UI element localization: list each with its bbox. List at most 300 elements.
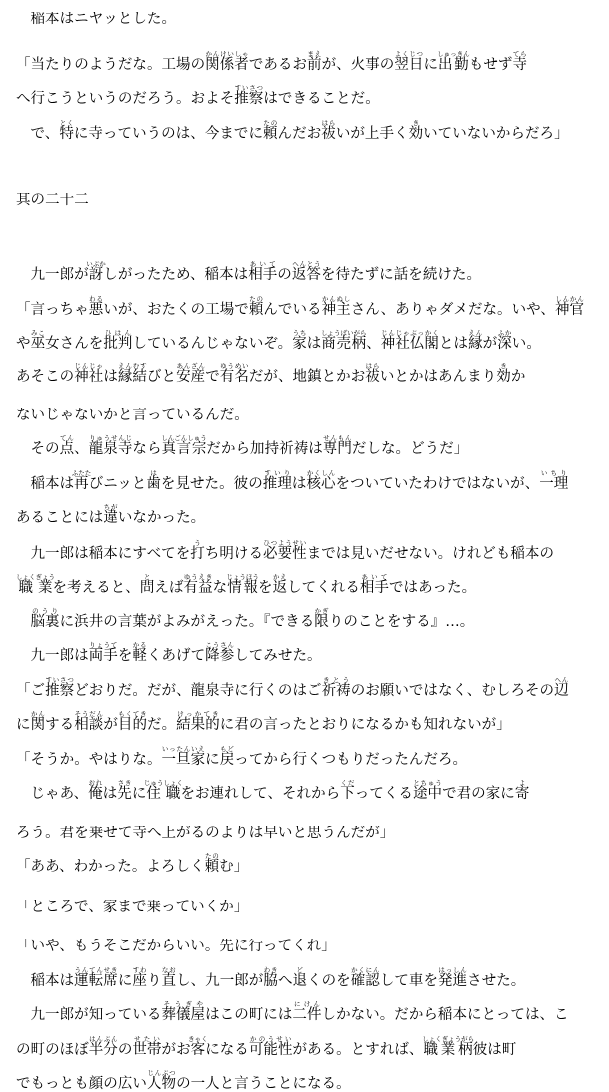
- ruby-word: [359, 573, 389, 596]
- ruby-base: 返答: [291, 266, 321, 282]
- text-run: 「言っちゃ: [16, 302, 89, 318]
- ruby-word: [88, 641, 118, 664]
- text-run: 稲本は: [30, 972, 75, 988]
- ruby-word: [321, 295, 351, 318]
- ruby-base: 批判: [103, 335, 133, 351]
- text-run: 、: [366, 335, 381, 351]
- ruby-word: [74, 965, 118, 989]
- furigana: じゅうしょく: [143, 779, 183, 787]
- ruby-word: [437, 49, 470, 73]
- text-run: 九一郎が知っている: [30, 1007, 162, 1023]
- text-run: さん、ありゃダメだな。いや、: [350, 302, 555, 318]
- ruby-word: [219, 362, 249, 385]
- text-line: [16, 119, 601, 142]
- ruby-word: [262, 468, 292, 492]
- text-run: で、: [30, 125, 60, 141]
- text-run: のお願いではなく、むしろその: [350, 682, 555, 698]
- furigana: にけん: [292, 1000, 322, 1008]
- ruby-word: [161, 965, 177, 989]
- furigana: かくにん: [350, 965, 380, 974]
- furigana: ふか: [497, 328, 512, 337]
- text-run: くのを: [307, 972, 351, 988]
- ruby-base: 寺: [512, 56, 528, 72]
- text-run: に: [16, 717, 31, 733]
- ruby-base: 確認: [350, 972, 380, 988]
- ruby-word: [176, 362, 206, 385]
- text-run: は: [103, 369, 118, 385]
- ruby-word: [143, 779, 183, 802]
- ruby-base: 頼: [204, 859, 220, 875]
- furigana: しょくぎょう: [16, 573, 55, 581]
- text-run: をついていたわけではないが、: [335, 475, 540, 491]
- ruby-word: [496, 362, 511, 385]
- ruby-word: [59, 434, 75, 457]
- text-run: を待たずに話を続けた。: [320, 266, 482, 282]
- text-run: くあげて: [146, 648, 206, 664]
- text-run: がある。とすれば、: [292, 1041, 424, 1057]
- ruby-word: [412, 779, 443, 802]
- furigana: よ: [514, 779, 530, 787]
- ruby-word: [161, 1000, 206, 1023]
- text-run: 、: [74, 441, 89, 457]
- ruby-base: 情報: [226, 580, 259, 596]
- text-run: や: [16, 335, 31, 351]
- text-run: い。: [511, 335, 541, 351]
- furigana: さき: [117, 779, 132, 787]
- ruby-word: [307, 49, 322, 73]
- furigana: ど: [292, 965, 308, 974]
- furigana: かんけいしゃ: [205, 49, 249, 58]
- text-run: する: [45, 717, 75, 733]
- ruby-base: 相手: [359, 580, 389, 596]
- text-run: に: [117, 972, 133, 988]
- furigana: てら: [512, 49, 528, 58]
- furigana: もど: [219, 744, 235, 753]
- ruby-base: 縁: [468, 335, 483, 351]
- furigana: かえ: [272, 573, 288, 581]
- text-run: を: [258, 580, 273, 596]
- text-line: [16, 676, 601, 699]
- text-run: の: [117, 1041, 133, 1057]
- text-run: 九一郎は稲本にすべてを: [30, 545, 191, 561]
- ruby-word: [514, 779, 530, 802]
- ruby-base: 相手: [248, 266, 278, 282]
- ruby-base: 真言宗: [161, 441, 207, 457]
- ruby-base: 深: [497, 335, 512, 351]
- ruby-base: 推察: [234, 91, 264, 107]
- ruby-base: 祓: [365, 369, 380, 385]
- furigana: いったん: [161, 744, 191, 753]
- ruby-word: [190, 744, 206, 768]
- ruby-word: [30, 328, 46, 352]
- ruby-base: 出勤: [437, 56, 470, 72]
- furigana: てん: [59, 434, 75, 442]
- ruby-word: [45, 675, 75, 699]
- furigana: あいて: [248, 259, 278, 268]
- text-run: り: [146, 972, 162, 988]
- text-run: させた。: [467, 972, 526, 988]
- ruby-word: [103, 328, 133, 352]
- ruby-word: [132, 1034, 162, 1058]
- text-line: [16, 260, 601, 283]
- text-run: だしな。どうだ」: [351, 441, 469, 457]
- ruby-word: [103, 503, 118, 526]
- text-run: しかない。だから稲本にとっては、こ: [321, 1007, 569, 1023]
- furigana: かのうせい: [248, 1034, 293, 1043]
- text-run: を: [117, 648, 133, 664]
- text-run: になる: [205, 1041, 249, 1057]
- text-line: [16, 710, 601, 733]
- ruby-base: 一理: [539, 475, 569, 491]
- ruby-base: 再: [71, 475, 92, 491]
- furigana: かくしん: [306, 468, 336, 477]
- ruby-word: [512, 49, 528, 73]
- furigana: せたい: [132, 1034, 162, 1043]
- ruby-base: 祓: [321, 125, 336, 141]
- ruby-base: 脳裏: [30, 613, 60, 629]
- text-run: へ: [277, 972, 293, 988]
- ruby-base: 打: [190, 545, 205, 561]
- text-line: [16, 607, 601, 630]
- ruby-word: [263, 965, 278, 989]
- furigana: じょうほう: [226, 573, 259, 581]
- furigana: そうだん: [74, 710, 104, 718]
- ruby-base: 核心: [306, 475, 336, 491]
- furigana: は: [146, 468, 161, 477]
- ruby-base: 戻: [219, 751, 235, 767]
- ruby-base: 歯: [146, 475, 161, 491]
- furigana: たの: [263, 118, 278, 127]
- text-run: な: [212, 580, 228, 596]
- text-line: [16, 641, 601, 664]
- ruby-word: [408, 118, 424, 142]
- ruby-word: [554, 675, 569, 699]
- furigana: と: [139, 573, 155, 581]
- text-run: その: [30, 441, 60, 457]
- ruby-base: 翌日: [394, 56, 424, 72]
- text-run: んだお: [277, 125, 322, 141]
- text-line: [16, 1000, 601, 1023]
- text-line: [16, 408, 601, 423]
- furigana: えんむす: [117, 362, 147, 370]
- furigana: いえ: [190, 744, 206, 753]
- furigana: たの: [248, 295, 264, 303]
- furigana: とく: [59, 118, 74, 127]
- ruby-base: 葬儀屋: [161, 1007, 206, 1023]
- text-run: か: [510, 369, 526, 385]
- text-line: [16, 12, 601, 27]
- ruby-base: 両手: [88, 648, 118, 664]
- text-run: 「当たりのようだな。工場の: [16, 56, 206, 72]
- text-run: 女さんを: [45, 335, 104, 351]
- text-line: [16, 852, 601, 875]
- furigana: わる: [88, 295, 104, 303]
- ruby-word: [292, 1000, 322, 1023]
- ruby-word: [497, 328, 512, 352]
- ruby-word: [554, 295, 585, 318]
- ruby-base: 効: [408, 125, 424, 141]
- text-line: [16, 1035, 601, 1058]
- ruby-base: 点: [59, 441, 75, 457]
- ruby-base: 可能性: [248, 1041, 293, 1057]
- ruby-word: [314, 606, 329, 630]
- ruby-base: 結果的: [176, 717, 220, 733]
- ruby-word: [205, 641, 235, 664]
- text-run: し、九一郎が: [176, 972, 264, 988]
- furigana: はんぶん: [88, 1034, 118, 1043]
- text-run: ち明ける: [204, 545, 264, 561]
- ruby-word: [380, 328, 439, 352]
- ruby-base: 相談: [74, 717, 104, 733]
- ruby-word: [132, 965, 147, 989]
- text-run: あることには: [16, 510, 104, 526]
- furigana: まえ: [307, 49, 322, 58]
- ruby-word: [183, 573, 213, 596]
- ruby-base: 有名: [219, 369, 249, 385]
- ruby-base: 半分: [88, 1041, 118, 1057]
- text-run: に: [205, 751, 220, 767]
- furigana: う: [190, 538, 205, 547]
- ruby-word: [86, 259, 106, 283]
- ruby-word: [263, 538, 307, 562]
- furigana: みこ: [30, 328, 46, 337]
- text-run: とは: [438, 335, 469, 351]
- furigana: ちが: [103, 503, 118, 511]
- ruby-word: [422, 1034, 475, 1058]
- text-line: [16, 1069, 601, 1092]
- text-run: はこの町には: [205, 1007, 293, 1023]
- text-run: びと: [146, 369, 177, 385]
- ruby-word: [291, 259, 321, 283]
- text-run: を見せた。彼の: [160, 475, 263, 491]
- ruby-word: [161, 744, 191, 768]
- ruby-base: 先: [117, 786, 132, 802]
- furigana: しょうばいがら: [321, 328, 367, 337]
- text-run: して車を: [379, 972, 439, 988]
- text-run: してくれる: [287, 580, 360, 596]
- ruby-base: 祈祷: [321, 682, 351, 698]
- ruby-word: [190, 538, 205, 562]
- text-run: しがったため、稲本は: [103, 266, 249, 282]
- text-run: いなかった。: [117, 510, 206, 526]
- ruby-word: [248, 295, 264, 318]
- text-run: もせず: [468, 56, 513, 72]
- text-line: [16, 329, 601, 352]
- ruby-word: [30, 606, 60, 630]
- text-run: であるお: [248, 56, 308, 72]
- text-run: で君の家に: [442, 786, 515, 802]
- ruby-base: 途中: [412, 786, 443, 802]
- furigana: き: [496, 362, 511, 370]
- text-line: [16, 966, 601, 989]
- text-run: に浜井の言葉がよみがえった。『できる: [59, 613, 315, 629]
- text-run: いが、おたくの工場で: [103, 302, 249, 318]
- ruby-word: [539, 468, 569, 492]
- furigana: すいさつ: [234, 84, 264, 92]
- ruby-word: [30, 710, 46, 733]
- furigana: すわ: [132, 965, 147, 974]
- text-run: 九一郎が: [30, 266, 89, 282]
- ruby-base: 縁結: [117, 369, 147, 385]
- text-line: [16, 434, 601, 457]
- ruby-base: 二件: [292, 1007, 322, 1023]
- ruby-word: [306, 468, 336, 492]
- ruby-base: 訝: [86, 266, 106, 282]
- furigana: そうぎや: [161, 1000, 206, 1008]
- ruby-base: 家: [292, 335, 307, 351]
- furigana: くだ: [340, 779, 355, 787]
- novel-text-body: [16, 12, 601, 1092]
- furigana: かる: [132, 641, 147, 649]
- ruby-base: 関係者: [205, 56, 249, 72]
- text-run: が: [103, 717, 118, 733]
- furigana: すいさつ: [45, 675, 75, 684]
- ruby-base: 神社: [74, 369, 104, 385]
- text-line: [16, 503, 601, 526]
- ruby-word: [248, 259, 278, 283]
- ruby-base: 推理: [262, 475, 292, 491]
- ruby-word: [321, 675, 351, 699]
- ruby-word: [248, 1034, 293, 1058]
- furigana: おれ: [88, 779, 103, 787]
- furigana: よくじつ: [394, 49, 424, 58]
- furigana: しんごんしゅう: [161, 434, 207, 442]
- text-run: に: [423, 56, 438, 72]
- ruby-base: 問: [139, 580, 155, 596]
- ruby-base: 寄: [514, 786, 530, 802]
- text-run: は: [306, 335, 322, 351]
- text-run: はできることだ。: [263, 91, 380, 107]
- ruby-base: 俺: [88, 786, 103, 802]
- ruby-base: 返: [272, 580, 288, 596]
- ruby-word: [59, 118, 74, 142]
- ruby-word: [292, 328, 307, 352]
- furigana: いぶか: [86, 259, 106, 268]
- text-run: なら: [132, 441, 162, 457]
- furigana: たの: [204, 852, 220, 860]
- furigana: のうり: [30, 606, 60, 615]
- furigana: なお: [161, 965, 177, 974]
- text-run: で: [205, 369, 220, 385]
- furigana: えん: [468, 328, 483, 337]
- ruby-base: 安産: [176, 369, 206, 385]
- text-run: あそこの: [16, 369, 75, 385]
- ruby-word: [117, 710, 148, 733]
- ruby-base: 神官: [554, 302, 585, 318]
- ruby-word: [117, 362, 147, 385]
- furigana: かぎ: [314, 606, 329, 615]
- ruby-word: [292, 965, 308, 989]
- text-run: までは見いだせない。けれども稲本の: [306, 545, 555, 561]
- ruby-base: 目的: [117, 717, 148, 733]
- ruby-word: [219, 744, 235, 768]
- ruby-word: [88, 434, 133, 457]
- text-run: は: [102, 786, 118, 802]
- furigana: はっしん: [438, 965, 468, 974]
- furigana: うち: [292, 328, 307, 337]
- text-run: ではあった。: [388, 580, 477, 596]
- text-run: ってから行くつもりだったんだろ。: [234, 751, 468, 767]
- furigana: ふたた: [71, 468, 92, 477]
- ruby-base: 世帯: [132, 1041, 162, 1057]
- text-line: [16, 745, 601, 768]
- text-line: [16, 900, 601, 915]
- text-run: がお: [161, 1041, 191, 1057]
- text-run: ってくる: [354, 786, 413, 802]
- ruby-word: [321, 118, 336, 142]
- text-line: [16, 295, 601, 318]
- ruby-base: 住職: [143, 786, 183, 802]
- furigana: わき: [263, 965, 278, 974]
- furigana: へん: [554, 675, 569, 684]
- furigana: ひはん: [103, 328, 133, 337]
- ruby-word: [74, 362, 104, 385]
- furigana: けっかてき: [176, 710, 220, 718]
- ruby-base: 直: [161, 972, 177, 988]
- ruby-base: 違: [103, 510, 118, 526]
- ruby-word: [350, 965, 380, 989]
- furigana: りょうて: [88, 641, 118, 649]
- text-run: ろう。君を乗せて寺へ上がるのよりは早いと思うんだが」: [16, 825, 395, 840]
- text-run: の: [277, 266, 292, 282]
- ruby-base: 運転席: [74, 972, 118, 988]
- text-run: りのことをする』…。: [328, 613, 475, 629]
- ruby-base: 家: [190, 751, 206, 767]
- ruby-base: 退: [292, 972, 308, 988]
- text-run: 其の二十二: [16, 193, 89, 208]
- ruby-base: 専門: [322, 441, 352, 457]
- text-run: 稲本は: [30, 475, 75, 491]
- text-line: [16, 539, 601, 562]
- furigana: へんとう: [291, 259, 321, 268]
- ruby-word: [322, 434, 352, 457]
- ruby-word: [394, 49, 424, 73]
- text-run: は: [291, 475, 307, 491]
- furigana: しょくぎょうがら: [422, 1034, 475, 1043]
- ruby-base: 神主: [321, 302, 351, 318]
- ruby-base: 脇: [263, 972, 278, 988]
- text-run: 九一郎は: [30, 648, 89, 664]
- ruby-word: [226, 573, 259, 596]
- text-run: 「そうか。やはりな。: [16, 751, 162, 767]
- ruby-base: 職業: [16, 580, 55, 596]
- ruby-word: [468, 328, 483, 352]
- text-line: [16, 826, 601, 841]
- text-run: えば: [154, 580, 184, 596]
- furigana: あんざん: [176, 362, 206, 370]
- text-run: 「ああ、わかった。よろしく: [16, 859, 205, 875]
- ruby-word: [438, 965, 468, 989]
- ruby-base: 龍泉寺: [88, 441, 133, 457]
- text-run: 彼は町: [472, 1041, 517, 1057]
- text-line: [16, 779, 601, 802]
- furigana: とちゅう: [412, 779, 443, 787]
- text-line: [16, 362, 601, 385]
- furigana: かん: [30, 710, 46, 718]
- text-run: だから加持祈祷は: [206, 441, 323, 457]
- ruby-base: 人物: [146, 1076, 177, 1092]
- text-run: どおりだ。だが、龍泉寺に行くのはご: [74, 682, 322, 698]
- ruby-base: 神社仏閣: [380, 335, 439, 351]
- text-run: いとかはあんまり: [379, 369, 497, 385]
- text-run: んでいる: [263, 302, 322, 318]
- ruby-word: [204, 852, 220, 875]
- furigana: いちり: [539, 468, 569, 477]
- furigana: じんじゃ: [74, 362, 104, 370]
- chapter-heading: [16, 193, 601, 208]
- furigana: しゅっきん: [437, 49, 470, 58]
- ruby-word: [74, 710, 104, 733]
